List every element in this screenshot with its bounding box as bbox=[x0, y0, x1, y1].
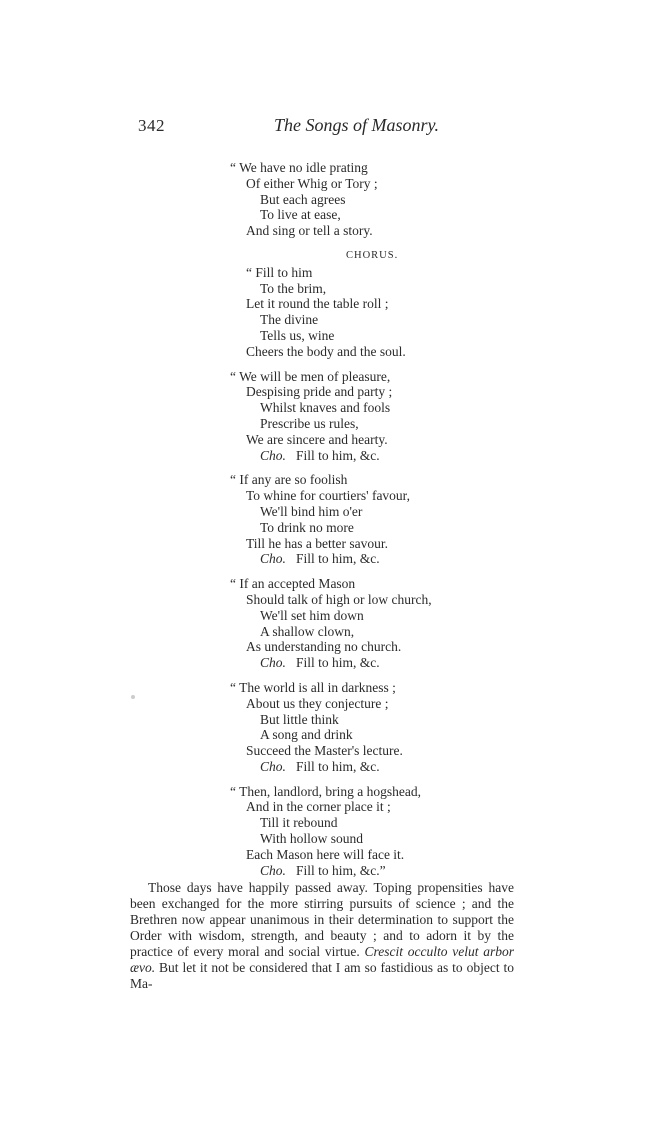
verse-line: Tells us, wine bbox=[260, 327, 335, 343]
verse-line: Prescribe us rules, bbox=[260, 415, 359, 431]
page-header bbox=[138, 116, 498, 144]
verse-line: About us they conjecture ; bbox=[246, 695, 389, 711]
verse-line: Should talk of high or low church, bbox=[246, 591, 432, 607]
verse-line: Whilst knaves and fools bbox=[260, 400, 391, 416]
verse-line: “ Then, landlord, bring a hogshead, bbox=[230, 783, 421, 799]
verse-line: To drink no more bbox=[260, 519, 354, 535]
refrain-label: Cho. bbox=[260, 758, 286, 774]
verse-line: “ Fill to him bbox=[246, 264, 313, 280]
verse-line: We'll bind him o'er bbox=[260, 503, 363, 519]
latin-quote: Crescit occulto velut arbor ævo. bbox=[130, 944, 514, 975]
chorus-verse bbox=[230, 248, 530, 360]
verse-line: Let it round the table roll ; bbox=[246, 296, 389, 312]
refrain-label: Cho. bbox=[260, 551, 286, 567]
paper-speck bbox=[131, 695, 135, 699]
verse-line: We'll set him down bbox=[260, 607, 364, 623]
verse-4 bbox=[230, 472, 530, 567]
refrain-label: Cho. bbox=[260, 655, 286, 671]
verse-line: A song and drink bbox=[260, 727, 353, 743]
verse-line: “ We will be men of pleasure, bbox=[230, 368, 391, 384]
chorus-refrain bbox=[230, 448, 530, 464]
verse-line: Till he has a better savour. bbox=[246, 535, 388, 551]
refrain-text: Fill to him, &c. bbox=[296, 655, 380, 671]
verse-line: We are sincere and hearty. bbox=[246, 431, 388, 447]
paragraph-text-end: But let it not be considered that I am so fastidious as to object to Ma- bbox=[130, 960, 514, 991]
verse-line: And in the corner place it ; bbox=[246, 799, 391, 815]
verse-line: “ The world is all in darkness ; bbox=[230, 679, 396, 695]
verse-line: And sing or tell a story. bbox=[246, 223, 373, 239]
refrain-text: Fill to him, &c. bbox=[296, 551, 380, 567]
chorus-refrain bbox=[230, 655, 530, 671]
verse-line: To the brim, bbox=[260, 280, 327, 296]
chorus-heading: CHORUS. bbox=[346, 249, 399, 261]
verse-1 bbox=[230, 160, 530, 239]
verse-line: “ If an accepted Mason bbox=[230, 576, 356, 592]
verse-line: As understanding no church. bbox=[246, 639, 402, 655]
chorus-refrain bbox=[230, 863, 530, 879]
verse-line: “ If any are so foolish bbox=[230, 472, 348, 488]
verse-line: But each agrees bbox=[260, 191, 346, 207]
prose-paragraph bbox=[130, 880, 514, 992]
verse-line: With hollow sound bbox=[260, 831, 363, 847]
verse-7 bbox=[230, 784, 530, 879]
refrain-label: Cho. bbox=[260, 862, 286, 878]
verse-line: A shallow clown, bbox=[260, 623, 355, 639]
verse-line: The divine bbox=[260, 312, 319, 328]
verse-line: To live at ease, bbox=[260, 207, 341, 223]
refrain-label: Cho. bbox=[260, 447, 286, 463]
verse-line: Cheers the body and the soul. bbox=[246, 343, 406, 359]
paragraph-text bbox=[130, 880, 514, 992]
running-title: The Songs of Masonry. bbox=[274, 115, 440, 135]
verse-5 bbox=[230, 576, 530, 671]
chorus-refrain bbox=[230, 759, 530, 775]
verse-line: Of either Whig or Tory ; bbox=[246, 175, 378, 191]
verse-6 bbox=[230, 680, 530, 775]
verse-line: Despising pride and party ; bbox=[246, 384, 393, 400]
refrain-text: Fill to him, &c. bbox=[296, 758, 380, 774]
paragraph-text-start: Those days have happily passed away. Toping propensities have been exchanged for the more stirring pursuits of science ; and the Brethren now appear unanimous in their determination to support the Order with wisdom, strength, and beauty ; and to adorn it by the practice of every moral and social virtue. bbox=[130, 880, 514, 959]
page-number: 342 bbox=[138, 116, 165, 135]
song-lyrics bbox=[230, 160, 530, 887]
verse-line: Succeed the Master's lecture. bbox=[246, 743, 403, 759]
verse-line: Each Mason here will face it. bbox=[246, 846, 405, 862]
verse-line: To whine for courtiers' favour, bbox=[246, 488, 411, 504]
refrain-text: Fill to him, &c.” bbox=[296, 862, 386, 878]
verse-line: “ We have no idle prating bbox=[230, 160, 368, 175]
chorus-refrain bbox=[230, 551, 530, 567]
refrain-text: Fill to him, &c. bbox=[296, 447, 380, 463]
verse-3 bbox=[230, 369, 530, 464]
verse-line: Till it rebound bbox=[260, 815, 338, 831]
verse-line: But little think bbox=[260, 711, 339, 727]
